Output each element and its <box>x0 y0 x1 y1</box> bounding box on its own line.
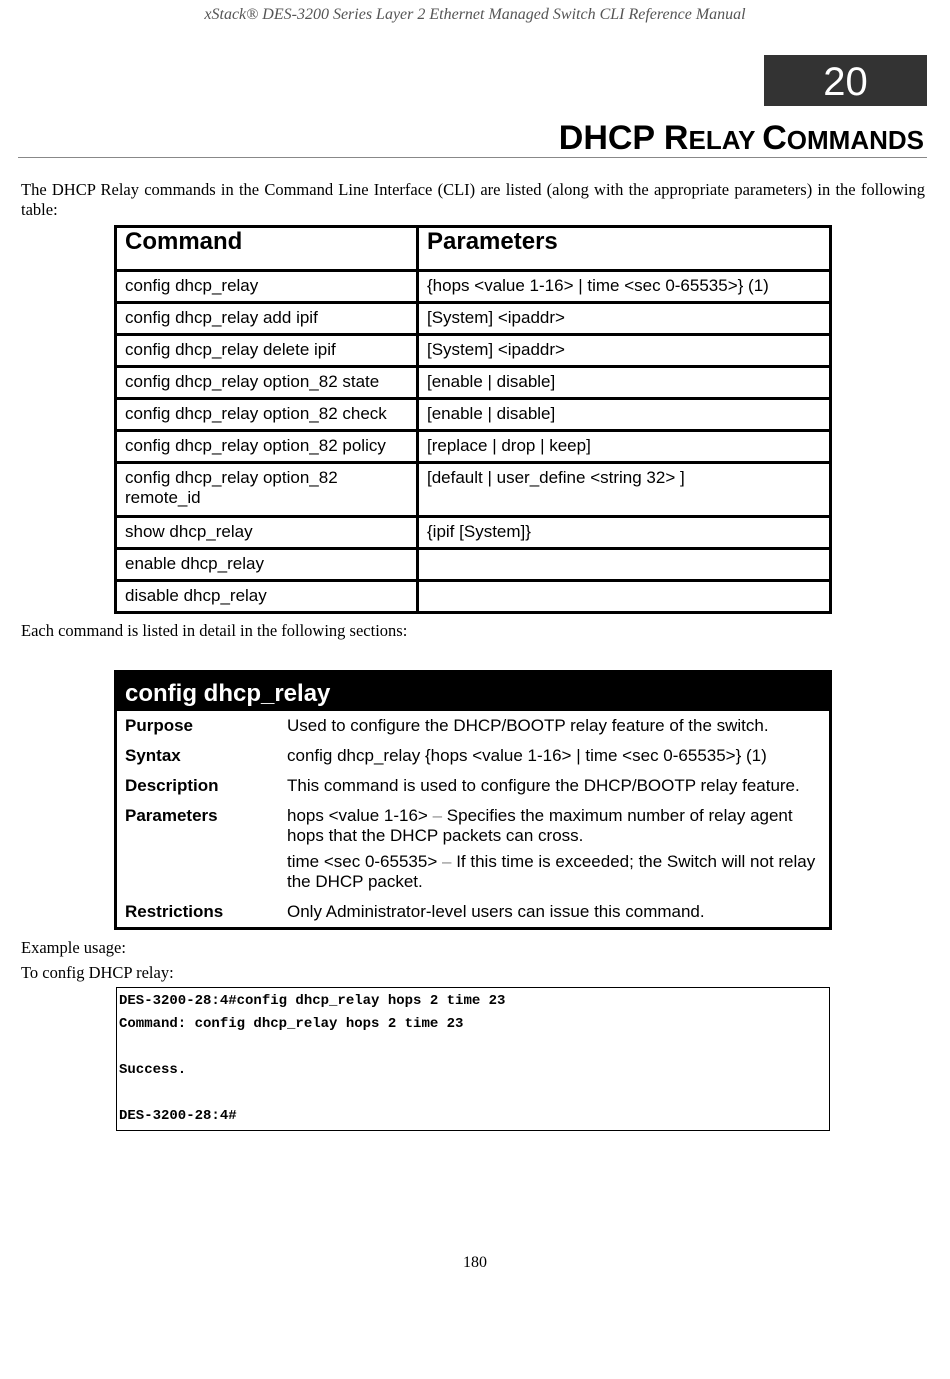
detail-value <box>287 806 821 892</box>
command-detail-title: config dhcp_relay <box>117 673 829 711</box>
table-row <box>116 463 831 517</box>
chapter-title-part: DHCP R <box>558 119 689 157</box>
command-detail-box <box>114 670 832 930</box>
detail-label: Restrictions <box>125 902 224 921</box>
detail-label: Parameters <box>125 806 218 825</box>
table-row <box>116 431 831 463</box>
detail-value: Used to configure the DHCP/BOOTP relay feature of the switch. <box>287 716 769 735</box>
parameters-cell: [System] <ipaddr> <box>418 303 831 335</box>
parameters-cell: [enable | disable] <box>418 399 831 431</box>
code-line: DES-3200-28:4# <box>119 1108 237 1124</box>
parameter-text: If this time is exceeded; the Switch will not relay the DHCP packet. <box>287 852 816 891</box>
parameter-hops <box>287 806 821 846</box>
parameters-cell: [System] <ipaddr> <box>418 335 831 367</box>
chapter-title-part: ELAY <box>688 125 763 155</box>
detail-row-syntax <box>117 736 829 766</box>
command-cell: config dhcp_relay option_82 state <box>116 367 418 399</box>
column-header: Parameters <box>418 227 831 271</box>
command-cell: config dhcp_relay option_82 check <box>116 399 418 431</box>
parameters-cell: [enable | disable] <box>418 367 831 399</box>
parameter-text: Specifies the maximum number of relay agent hops that the DHCP packets can cross. <box>287 806 793 845</box>
code-line: Success. <box>119 1062 187 1078</box>
command-cell: disable dhcp_relay <box>116 581 418 613</box>
detail-label: Description <box>125 776 219 795</box>
page-number: 180 <box>463 1254 487 1271</box>
code-example <box>116 987 830 1131</box>
chapter-number: 20 <box>764 55 927 106</box>
parameters-cell: {ipif [System]} <box>418 517 831 549</box>
table-row <box>116 271 831 303</box>
detail-row-purpose <box>117 711 829 736</box>
table-row <box>116 549 831 581</box>
chapter-title-part: OMMANDS <box>786 125 924 155</box>
table-header-row <box>116 227 831 271</box>
table-row <box>116 581 831 613</box>
command-cell: config dhcp_relay option_82 remote_id <box>116 463 418 517</box>
detail-row-restrictions <box>117 892 829 927</box>
detail-row-parameters <box>117 796 829 892</box>
parameters-cell: [replace | drop | keep] <box>418 431 831 463</box>
parameter-name: time <sec 0-65535> <box>287 852 438 871</box>
command-table <box>114 225 832 614</box>
parameters-cell: {hops <value 1-16> | time <sec 0-65535>} (1) <box>418 271 831 303</box>
detail-label: Purpose <box>125 716 194 735</box>
table-row <box>116 399 831 431</box>
detail-value: This command is used to configure the DHCP/BOOTP relay feature. <box>287 776 800 795</box>
parameter-time <box>287 852 821 892</box>
running-header: xStack® DES-3200 Series Layer 2 Ethernet Managed Switch CLI Reference Manual <box>204 6 746 23</box>
command-cell: enable dhcp_relay <box>116 549 418 581</box>
column-header: Command <box>116 227 418 271</box>
chapter-title-part: C <box>762 119 787 157</box>
chapter-title <box>559 118 924 160</box>
detail-value: Only Administrator-level users can issue this command. <box>287 902 705 921</box>
parameters-cell <box>418 549 831 581</box>
sections-note: Each command is listed in detail in the following sections: <box>21 621 408 640</box>
detail-label: Syntax <box>125 746 181 765</box>
parameter-dash: – <box>432 806 443 825</box>
parameter-dash: – <box>442 852 452 871</box>
code-line: DES-3200-28:4#config dhcp_relay hops 2 time 23 <box>119 993 506 1009</box>
code-line: Command: config dhcp_relay hops 2 time 23 <box>119 1016 464 1032</box>
example-description: To config DHCP relay: <box>21 963 174 982</box>
command-cell: config dhcp_relay option_82 policy <box>116 431 418 463</box>
command-cell: config dhcp_relay delete ipif <box>116 335 418 367</box>
command-cell: show dhcp_relay <box>116 517 418 549</box>
table-row <box>116 367 831 399</box>
command-cell: config dhcp_relay add ipif <box>116 303 418 335</box>
parameters-cell: [default | user_define <string 32> ] <box>418 463 831 517</box>
detail-value: config dhcp_relay {hops <value 1-16> | time <sec 0-65535>} (1) <box>287 746 767 765</box>
table-row <box>116 335 831 367</box>
parameter-name: hops <value 1-16> <box>287 806 428 825</box>
example-label: Example usage: <box>21 938 126 957</box>
title-divider <box>18 157 927 158</box>
command-cell: config dhcp_relay <box>116 271 418 303</box>
command-table-body <box>116 271 831 613</box>
detail-row-description <box>117 766 829 796</box>
parameters-cell <box>418 581 831 613</box>
table-row <box>116 517 831 549</box>
table-row <box>116 303 831 335</box>
intro-paragraph: The DHCP Relay commands in the Command Line Interface (CLI) are listed (along with the appropriate parameters) in the following table: <box>21 180 925 219</box>
